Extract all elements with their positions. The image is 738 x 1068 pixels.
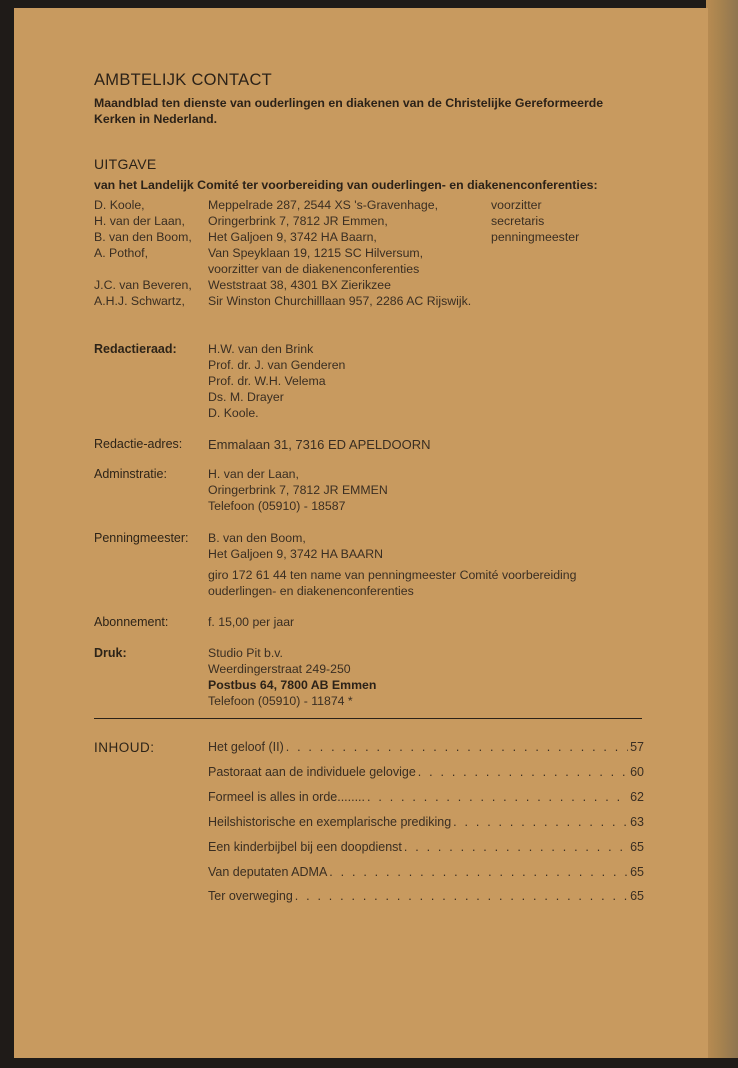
penningmeester-label: Penningmeester: xyxy=(94,531,189,545)
penningmeester-line: Het Galjoen 9, 3742 HA BAARN xyxy=(208,547,383,561)
toc-page: 63 xyxy=(630,815,644,829)
redactieraad-member: Prof. dr. J. van Genderen xyxy=(208,358,346,372)
administratie-line: Oringerbrink 7, 7812 JR EMMEN xyxy=(208,483,388,497)
member-address: Van Speyklaan 19, 1215 SC Hilversum, xyxy=(208,246,424,260)
member-address: Het Galjoen 9, 3742 HA Baarn, xyxy=(208,230,377,244)
member-name: A. Pothof, xyxy=(94,246,149,260)
toc-title: Een kinderbijbel bij een doopdienst xyxy=(208,840,402,854)
toc-title: Heilshistorische en exemplarische prediking xyxy=(208,815,452,829)
druk-line: Weerdingerstraat 249-250 xyxy=(208,662,351,676)
section-divider xyxy=(94,718,642,719)
druk-line: Studio Pit b.v. xyxy=(208,646,283,660)
administratie-label: Adminstratie: xyxy=(94,467,167,481)
toc-title: Pastoraat aan de individuele gelovige xyxy=(208,765,416,779)
member-role: penningmeester xyxy=(491,230,580,244)
toc-leader xyxy=(367,790,628,804)
subtitle-line-2: Kerken in Nederland. xyxy=(94,112,218,126)
toc-leader xyxy=(453,815,628,829)
redactieraad-member: Ds. M. Drayer xyxy=(208,390,284,404)
toc-page: 62 xyxy=(630,790,644,804)
abonnement-label: Abonnement: xyxy=(94,615,169,629)
administratie-line: Telefoon (05910) - 18587 xyxy=(208,499,346,513)
redactieraad-member: D. Koole. xyxy=(208,406,259,420)
redactieraad-member: H.W. van den Brink xyxy=(208,342,314,356)
uitgave-heading: UITGAVE xyxy=(94,156,157,172)
toc-item xyxy=(208,740,644,754)
toc-item xyxy=(208,815,644,829)
toc-title: Van deputaten ADMA xyxy=(208,865,328,879)
toc-title: Ter overweging xyxy=(208,889,293,903)
member-role: voorzitter xyxy=(491,198,542,212)
redactie-adres-label: Redactie-adres: xyxy=(94,437,183,451)
toc-title: Het geloof (II) xyxy=(208,740,284,754)
abonnement-value: f. 15,00 per jaar xyxy=(208,615,295,629)
toc-title: Formeel is alles in orde........ xyxy=(208,790,366,804)
subtitle-line-1: Maandblad ten dienste van ouderlingen en diakenen van de Christelijke Gereformeerde xyxy=(94,96,604,110)
toc-item xyxy=(208,765,644,779)
member-address: Weststraat 38, 4301 BX Zierikzee xyxy=(208,278,391,292)
toc-leader xyxy=(329,865,628,879)
druk-label: Druk: xyxy=(94,646,127,660)
toc-leader xyxy=(418,765,628,779)
redactieraad-label: Redactieraad: xyxy=(94,342,177,356)
scan-border-top xyxy=(0,0,738,8)
toc-item xyxy=(208,840,644,854)
toc-page: 65 xyxy=(630,865,644,879)
page-edge-right xyxy=(706,0,738,1068)
redactie-adres-value: Emmalaan 31, 7316 ED APELDOORN xyxy=(208,437,431,452)
member-role: secretaris xyxy=(491,214,545,228)
member-address: voorzitter van de diakenenconferenties xyxy=(208,262,420,276)
inhoud-label: INHOUD: xyxy=(94,740,155,755)
member-name: J.C. van Beveren, xyxy=(94,278,192,292)
page-title: AMBTELIJK CONTACT xyxy=(94,71,273,89)
penningmeester-line: B. van den Boom, xyxy=(208,531,306,545)
giro-line-1: giro 172 61 44 ten name van penningmeester Comité voorbereiding xyxy=(208,568,577,582)
toc-page: 65 xyxy=(630,889,644,903)
member-address: Meppelrade 287, 2544 XS 's-Gravenhage, xyxy=(208,198,438,212)
druk-postbus: Postbus 64, 7800 AB Emmen xyxy=(208,678,377,692)
uitgave-committee: van het Landelijk Comité ter voorbereiding van ouderlingen- en diakenenconferenties: xyxy=(94,178,598,192)
toc-page: 60 xyxy=(630,765,644,779)
toc-item xyxy=(208,790,644,804)
toc-leader xyxy=(404,840,628,854)
administratie-line: H. van der Laan, xyxy=(208,467,299,481)
toc-item xyxy=(208,889,644,903)
member-name: A.H.J. Schwartz, xyxy=(94,294,185,308)
member-address: Sir Winston Churchilllaan 957, 2286 AC Rijswijk. xyxy=(208,294,472,308)
member-name: H. van der Laan, xyxy=(94,214,185,228)
giro-line-2: ouderlingen- en diakenenconferenties xyxy=(208,584,414,598)
scan-border-left xyxy=(0,0,14,1068)
member-name: D. Koole, xyxy=(94,198,145,212)
member-name: B. van den Boom, xyxy=(94,230,192,244)
druk-line: Telefoon (05910) - 11874 * xyxy=(208,694,353,708)
redactieraad-member: Prof. dr. W.H. Velema xyxy=(208,374,326,388)
member-address: Oringerbrink 7, 7812 JR Emmen, xyxy=(208,214,388,228)
toc-leader xyxy=(286,740,628,754)
toc-page: 65 xyxy=(630,840,644,854)
toc-item xyxy=(208,865,644,879)
document-page xyxy=(14,8,708,1058)
scan-border-bottom xyxy=(0,1058,738,1068)
toc-page: 57 xyxy=(630,740,644,754)
toc-leader xyxy=(295,889,628,903)
